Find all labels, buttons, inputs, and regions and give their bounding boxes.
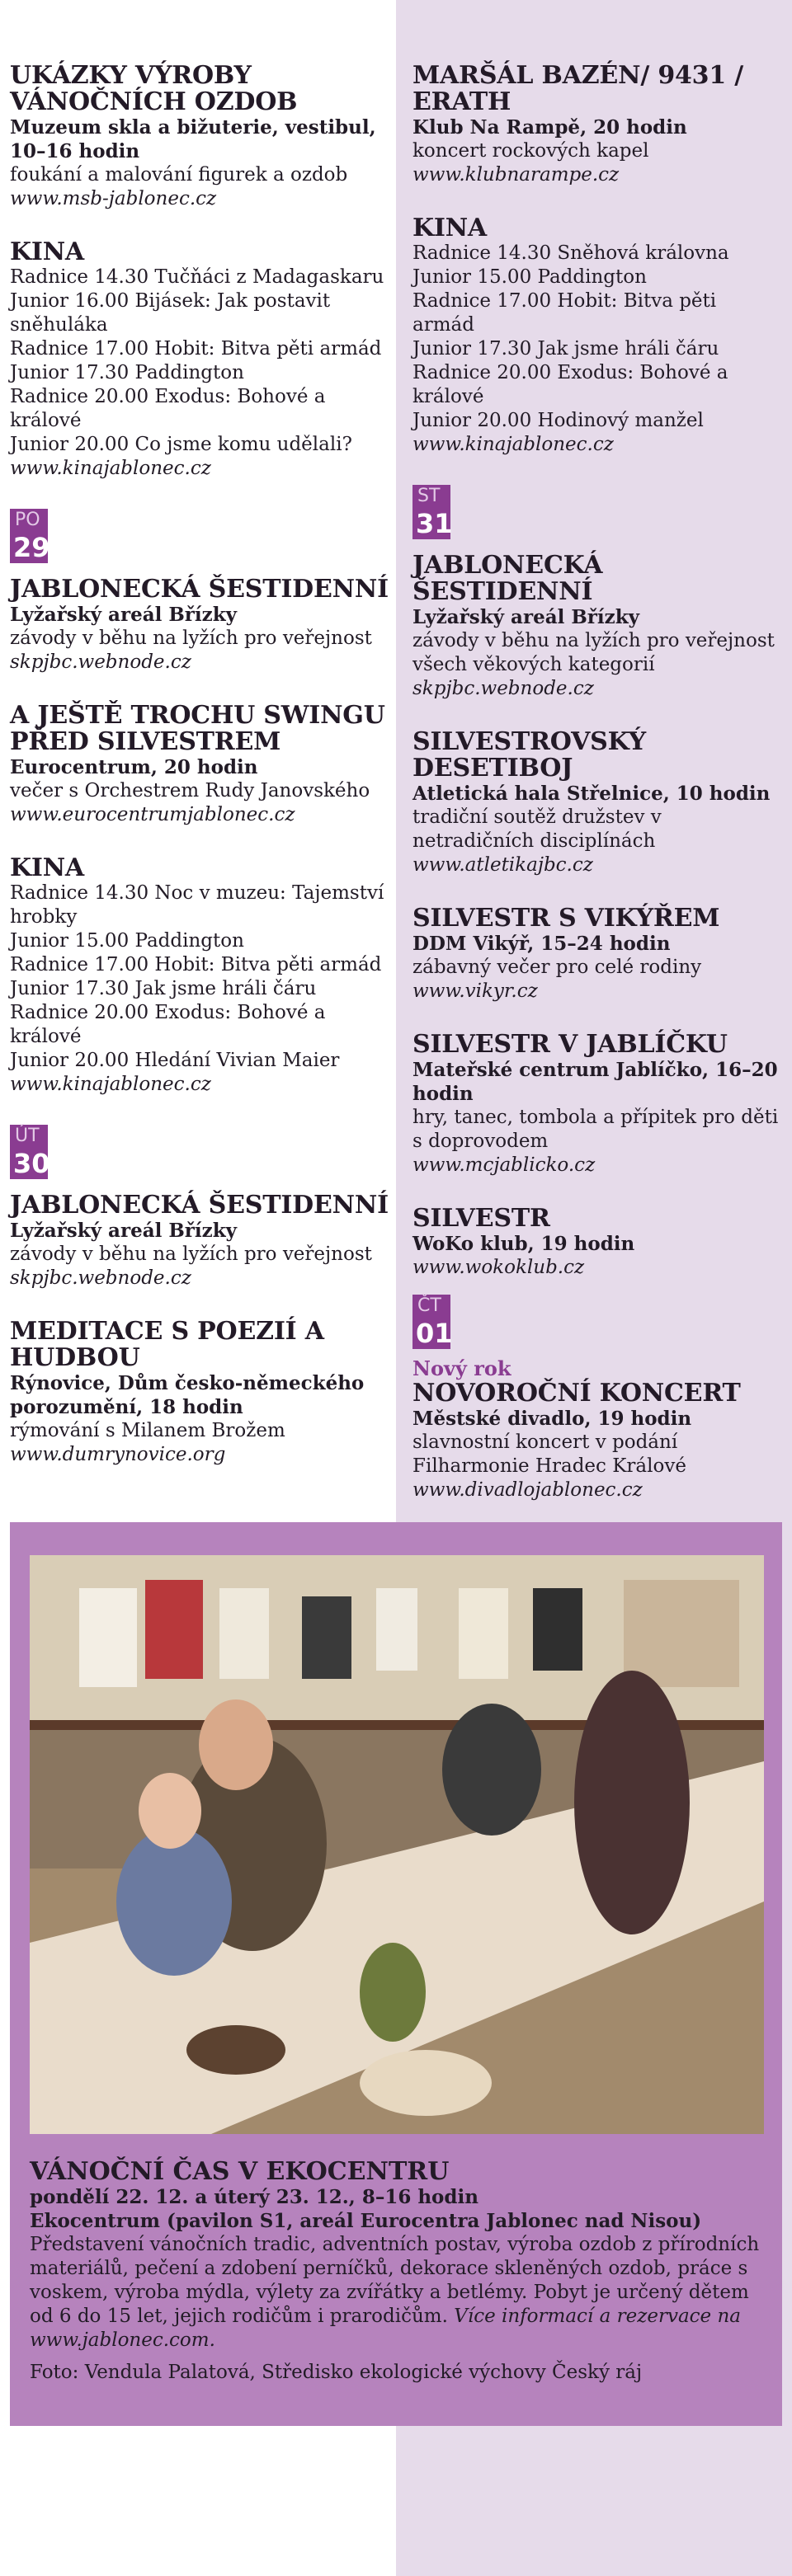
left-column bbox=[10, 63, 389, 1495]
badge-day: ČT bbox=[417, 1295, 441, 1316]
event-description: rýmování s Milanem Brožem bbox=[10, 1420, 285, 1441]
event-link[interactable]: skpjbc.webnode.cz bbox=[10, 651, 191, 673]
badge-day: ÚT bbox=[15, 1126, 40, 1146]
event-swing bbox=[10, 703, 389, 827]
feature-venue: Ekocentrum (pavilon S1, areál Eurocentra Jablonec nad Nisou) bbox=[30, 2210, 702, 2232]
event-venue: Klub Na Rampě, 20 hodin bbox=[412, 116, 687, 139]
badge-day: PO bbox=[15, 510, 40, 530]
event-venue: Eurocentrum, 20 hodin bbox=[10, 756, 258, 778]
badge-number: 29 bbox=[13, 532, 50, 563]
screening-line: Radnice 20.00 Exodus: Bohové a králové bbox=[412, 362, 728, 407]
badge-number: 01 bbox=[416, 1318, 453, 1349]
event-sestidenni-monday bbox=[10, 576, 389, 675]
event-title: MARŠÁL BAZÉN/ 9431 / ERATH bbox=[412, 61, 744, 116]
event-title: JABLONECKÁ ŠESTIDENNÍ bbox=[10, 575, 389, 604]
badge-day: ST bbox=[417, 486, 441, 506]
event-title: NOVOROČNÍ KONCERT bbox=[412, 1379, 741, 1408]
screening-line: Radnice 17.00 Hobit: Bitva pěti armád bbox=[412, 290, 717, 336]
event-title: KINA bbox=[10, 237, 85, 266]
event-title: SILVESTR S VIKÝŘEM bbox=[412, 904, 720, 933]
date-badge-thursday bbox=[412, 1295, 453, 1349]
event-venue: Atletická hala Střelnice, 10 hodin bbox=[412, 783, 771, 805]
event-title: KINA bbox=[10, 853, 85, 882]
event-link[interactable]: www.eurocentrumjablonec.cz bbox=[10, 804, 295, 825]
event-description: slavnostní koncert v podání Filharmonie Hradec Králové bbox=[412, 1431, 686, 1477]
event-title: JABLONECKÁ ŠESTIDENNÍ bbox=[412, 551, 603, 606]
screening-line: Junior 15.00 Paddington bbox=[10, 930, 244, 952]
event-link[interactable]: www.klubnarampe.cz bbox=[412, 164, 620, 186]
event-silvestr-jablicko bbox=[412, 1032, 782, 1178]
date-badge-tuesday bbox=[10, 1125, 48, 1179]
screening-line: Junior 20.00 Hledání Vivian Maier bbox=[10, 1050, 340, 1071]
feature-box-ekocentrum bbox=[10, 1522, 782, 2426]
badge-number: 30 bbox=[13, 1148, 50, 1179]
event-meditace bbox=[10, 1319, 389, 1467]
screening-line: Junior 17.30 Jak jsme hráli čáru bbox=[412, 338, 719, 360]
feature-text bbox=[30, 2159, 764, 2385]
workshop-photo-illustration bbox=[30, 1555, 764, 2134]
screening-line: Junior 20.00 Hodinový manžel bbox=[412, 410, 704, 431]
screening-line: Radnice 20.00 Exodus: Bohové a králové bbox=[10, 1002, 326, 1047]
event-marsal-bazen bbox=[412, 63, 782, 187]
holiday-label: Nový rok bbox=[412, 1356, 512, 1380]
feature-body bbox=[30, 2233, 764, 2353]
event-description: závody v běhu na lyžích pro veřejnost bbox=[10, 1243, 372, 1265]
event-link[interactable]: www.kinajablonec.cz bbox=[10, 1074, 211, 1095]
feature-title: VÁNOČNÍ ČAS V EKOCENTRU bbox=[30, 2157, 450, 2186]
event-desetiboj bbox=[412, 729, 782, 877]
event-description: závody v běhu na lyžích pro veřejnost všech věkových kategorií bbox=[412, 630, 775, 675]
screening-line: Radnice 17.00 Hobit: Bitva pěti armád bbox=[10, 338, 382, 360]
badge-number: 31 bbox=[416, 508, 453, 539]
event-link[interactable]: skpjbc.webnode.cz bbox=[10, 1267, 191, 1289]
event-link[interactable]: skpjbc.webnode.cz bbox=[412, 678, 594, 699]
event-title: SILVESTROVSKÝ DESETIBOJ bbox=[412, 727, 646, 783]
event-title: JABLONECKÁ ŠESTIDENNÍ bbox=[10, 1191, 389, 1220]
screening-line: Junior 17.30 Jak jsme hráli čáru bbox=[10, 978, 317, 999]
event-silvestr-vikyr bbox=[412, 905, 782, 1004]
screening-line: Radnice 14.30 Sněhová královna bbox=[412, 242, 729, 264]
event-description: hry, tanec, tombola a přípitek pro děti s doprovodem bbox=[412, 1107, 779, 1152]
right-column bbox=[412, 63, 782, 1530]
event-description: závody v běhu na lyžích pro veřejnost bbox=[10, 628, 372, 649]
date-badge-wednesday bbox=[412, 485, 453, 539]
screening-line: Junior 15.00 Paddington bbox=[412, 266, 647, 288]
screening-line: Junior 20.00 Co jsme komu udělali? bbox=[10, 434, 352, 455]
screening-line: Radnice 17.00 Hobit: Bitva pěti armád bbox=[10, 954, 382, 975]
event-link[interactable]: www.atletikajbc.cz bbox=[412, 854, 593, 876]
event-silvestr-woko bbox=[412, 1206, 782, 1280]
event-venue: Lyžařský areál Břízky bbox=[10, 604, 238, 626]
event-description: koncert rockových kapel bbox=[412, 140, 649, 162]
event-link[interactable]: www.wokoklub.cz bbox=[412, 1257, 585, 1278]
event-link[interactable]: www.divadlojablonec.cz bbox=[412, 1479, 643, 1501]
event-sestidenni-tuesday bbox=[10, 1192, 389, 1290]
event-description: večer s Orchestrem Rudy Janovského bbox=[10, 780, 370, 801]
event-title: UKÁZKY VÝROBY VÁNOČNÍCH OZDOB bbox=[10, 61, 298, 116]
event-novorocni-koncert bbox=[412, 1380, 782, 1502]
event-venue: DDM Vikýř, 15–24 hodin bbox=[412, 933, 671, 955]
event-kina-tuesday bbox=[412, 215, 782, 457]
event-venue: Lyžařský areál Břízky bbox=[412, 606, 640, 628]
event-title: MEDITACE S POEZIÍ A HUDBOU bbox=[10, 1317, 324, 1372]
photo-credit: Foto: Vendula Palatová, Středisko ekologické výchovy Český ráj bbox=[30, 2362, 643, 2383]
event-title: SILVESTR V JABLÍČKU bbox=[412, 1030, 728, 1059]
event-kina-sunday bbox=[10, 239, 389, 481]
event-vanocni-ozdoby bbox=[10, 63, 389, 211]
event-link[interactable]: www.vikyr.cz bbox=[412, 980, 538, 1002]
event-description: zábavný večer pro celé rodiny bbox=[412, 957, 702, 978]
feature-dates: pondělí 22. 12. a úterý 23. 12., 8–16 hodin bbox=[30, 2186, 478, 2208]
screening-line: Radnice 14.30 Noc v muzeu: Tajemství hrobky bbox=[10, 882, 384, 928]
event-description: tradiční soutěž družstev v netradičních disciplínách bbox=[412, 806, 662, 852]
screening-line: Junior 17.30 Paddington bbox=[10, 362, 244, 383]
event-venue: Městské divadlo, 19 hodin bbox=[412, 1408, 692, 1430]
event-link[interactable]: www.msb-jablonec.cz bbox=[10, 188, 217, 209]
event-title: SILVESTR bbox=[412, 1204, 550, 1233]
event-title: KINA bbox=[412, 214, 488, 242]
feature-more-info[interactable]: Více informací a rezervace na www.jablonec.com. bbox=[30, 2306, 741, 2351]
event-link[interactable]: www.kinajablonec.cz bbox=[10, 458, 211, 479]
workshop-photo bbox=[30, 1555, 764, 2134]
event-venue: WoKo klub, 19 hodin bbox=[412, 1233, 635, 1255]
date-badge-monday bbox=[10, 509, 48, 563]
screening-line: Junior 16.00 Bijásek: Jak postavit sněhuláka bbox=[10, 290, 331, 336]
event-venue: Mateřské centrum Jablíčko, 16–20 hodin bbox=[412, 1059, 778, 1105]
event-sestidenni-wednesday bbox=[412, 552, 782, 701]
event-link[interactable]: www.kinajablonec.cz bbox=[412, 434, 614, 455]
event-venue: Rýnovice, Dům česko-německého porozumění, 18 hodin bbox=[10, 1372, 365, 1418]
event-venue: Muzeum skla a bižuterie, vestibul, 10–16 hodin bbox=[10, 116, 376, 162]
screening-line: Radnice 14.30 Tučňáci z Madagaskaru bbox=[10, 266, 384, 288]
screening-line: Radnice 20.00 Exodus: Bohové a králové bbox=[10, 386, 326, 431]
event-venue: Lyžařský areál Břízky bbox=[10, 1220, 238, 1242]
event-link[interactable]: www.dumrynovice.org bbox=[10, 1444, 226, 1465]
event-link[interactable]: www.mcjablicko.cz bbox=[412, 1154, 596, 1176]
feature-body-text: Představení vánočních tradic, adventních postav, výroba ozdob z přírodních materiálů, pečení a zdobení perníčků, dekorace skleněných ozdob, práce s voskem, výroba mýdla, výlety za zvířátky a betlémy. Pobyt je určený dětem od 6 do 15 let, jejich rodičům i prarodičům. bbox=[30, 2234, 760, 2327]
event-title: A JEŠTĚ TROCHU SWINGU PŘED SILVESTREM bbox=[10, 701, 385, 756]
event-description: foukání a malování figurek a ozdob bbox=[10, 164, 348, 186]
event-kina-monday bbox=[10, 855, 389, 1097]
